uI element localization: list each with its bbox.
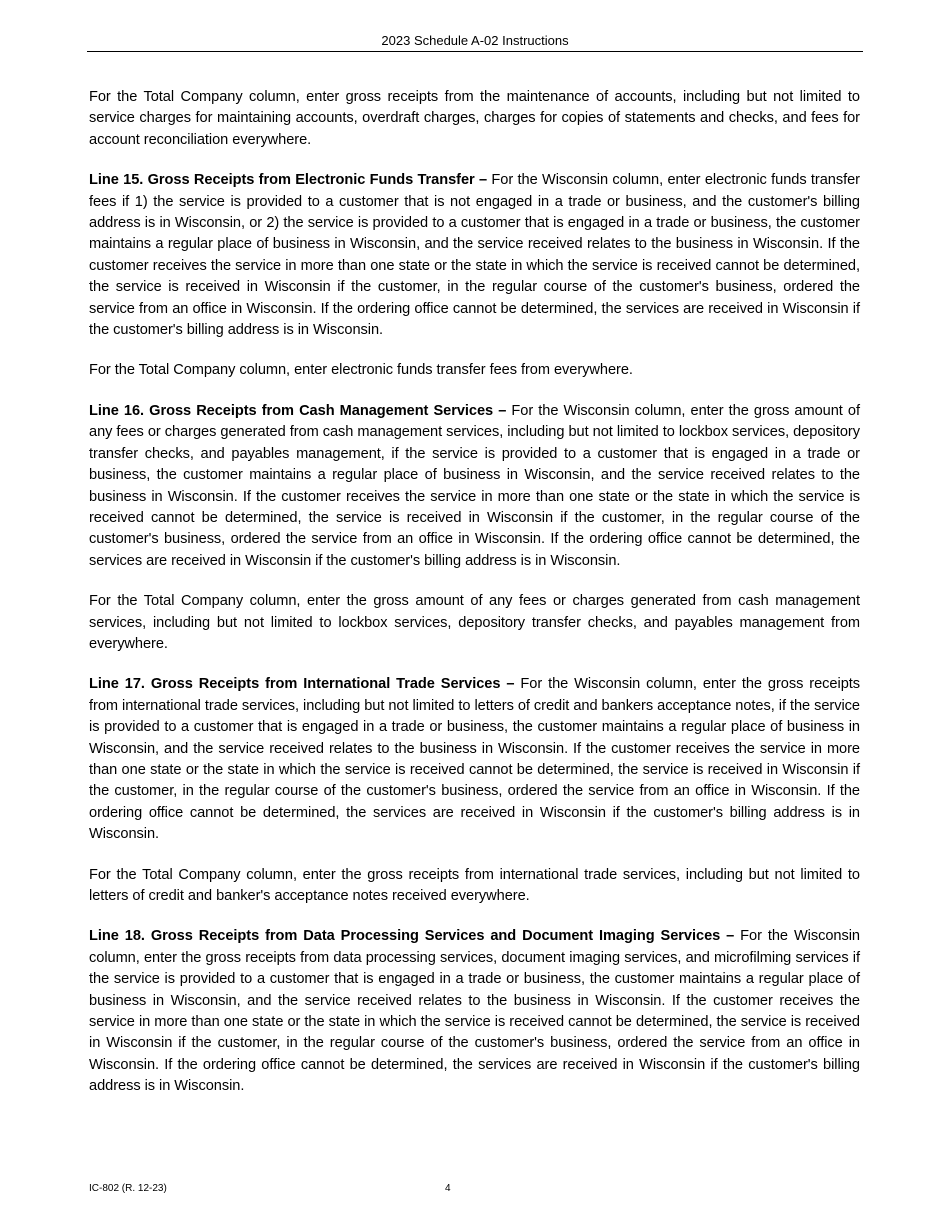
paragraph-text: For the Total Company column, enter the gross receipts from international trade services, including but not limited to letters of credit and banker's acceptance notes received everywhere. (89, 866, 860, 904)
paragraph-line16-total-company (89, 591, 860, 655)
document-body (89, 87, 860, 1117)
paragraph-heading: Line 15. Gross Receipts from Electronic Funds Transfer – (89, 172, 488, 189)
footer-page-number: 4 (445, 1183, 451, 1194)
paragraph-line17-total-company (89, 865, 860, 908)
paragraph-line16-wisconsin (89, 401, 860, 572)
paragraph-text: For the Wisconsin column, enter the gross receipts from international trade services, including but not limited to letters of credit and bankers acceptance notes, if the service is provided to a customer that is engaged in a trade or business, the customer maintains a regular place of business in Wisconsin, and the service received relates to the business in Wisconsin. If the customer receives the service in more than one state or the state in which the service is received cannot be determined, the service is received in Wisconsin if the customer, in the regular course of the customer's business, ordered the service from an office in Wisconsin. If the ordering office cannot be determined, the services are received in Wisconsin if the customer's billing address is in Wisconsin. (89, 676, 861, 843)
paragraph-text: For the Total Company column, enter the gross amount of any fees or charges generated from cash management services, including but not limited to lockbox services, depository transfer checks, and payables management from everywhere. (89, 593, 860, 652)
paragraph-text: For the Total Company column, enter gross receipts from the maintenance of accounts, including but not limited to service charges for maintaining accounts, overdraft charges, charges for copies of statements and checks, and fees for account reconciliation everywhere. (89, 89, 860, 148)
paragraph-text: For the Total Company column, enter electronic funds transfer fees from everywhere. (89, 362, 633, 379)
paragraph-text: For the Wisconsin column, enter electronic funds transfer fees if 1) the service is provided to a customer that is not engaged in a trade or business, and the customer's billing address is in Wisconsin, or 2) the service is provided to a customer that is engaged in a trade or business, the customer maintains a regular place of business in Wisconsin, and the service received relates to the business in Wisconsin. If the customer receives the service in more than one state or the state in which the service is received cannot be determined, the service is received in Wisconsin if the customer, in the regular course of the customer's business, ordered the service from an office in Wisconsin. If the ordering office cannot be determined, the services are received in Wisconsin if the customer's billing address is in Wisconsin. (89, 172, 860, 339)
paragraph-heading: Line 16. Gross Receipts from Cash Management Services – (89, 402, 507, 419)
paragraph-heading: Line 18. Gross Receipts from Data Processing Services and Document Imaging Services – (89, 928, 735, 945)
footer-form-id: IC-802 (R. 12-23) (89, 1183, 167, 1194)
page-header-title: 2023 Schedule A-02 Instructions (381, 33, 569, 48)
paragraph-line15-total-company (89, 360, 860, 381)
header-divider (87, 51, 863, 52)
paragraph-text: For the Wisconsin column, enter the gross amount of any fees or charges generated from cash management services, including but not limited to lockbox services, depository transfer checks, and payables management, if the service is provided to a customer that is engaged in a trade or business, the customer maintains a regular place of business in Wisconsin, and the service received relates to the business in Wisconsin. If the customer receives the service in more than one state or the state in which the service is received cannot be determined, the service is received in Wisconsin if the customer, in the regular course of the customer's business, ordered the service from an office in Wisconsin. If the ordering office cannot be determined, the services are received in Wisconsin if the customer's billing address is in Wisconsin. (89, 402, 860, 569)
paragraph-line17-wisconsin (89, 674, 860, 845)
paragraph-line15-wisconsin (89, 170, 860, 341)
paragraph-text: For the Wisconsin column, enter the gross receipts from data processing services, document imaging services, and microfilming services if the service is provided to a customer that is engaged in a trade or business, the customer maintains a regular place of business in Wisconsin, and the service received relates to the business in Wisconsin. If the customer receives the service in more than one state or the state in which the service is received cannot be determined, the service is received in Wisconsin if the customer, in the regular course of the customer's business, ordered the service from an office in Wisconsin. If the ordering office cannot be determined, the services are received in Wisconsin if the customer's billing address is in Wisconsin. (89, 928, 860, 1095)
paragraph-line14-total-company (89, 87, 860, 151)
paragraph-line18-wisconsin (89, 926, 860, 1097)
paragraph-heading: Line 17. Gross Receipts from International Trade Services – (89, 676, 515, 693)
